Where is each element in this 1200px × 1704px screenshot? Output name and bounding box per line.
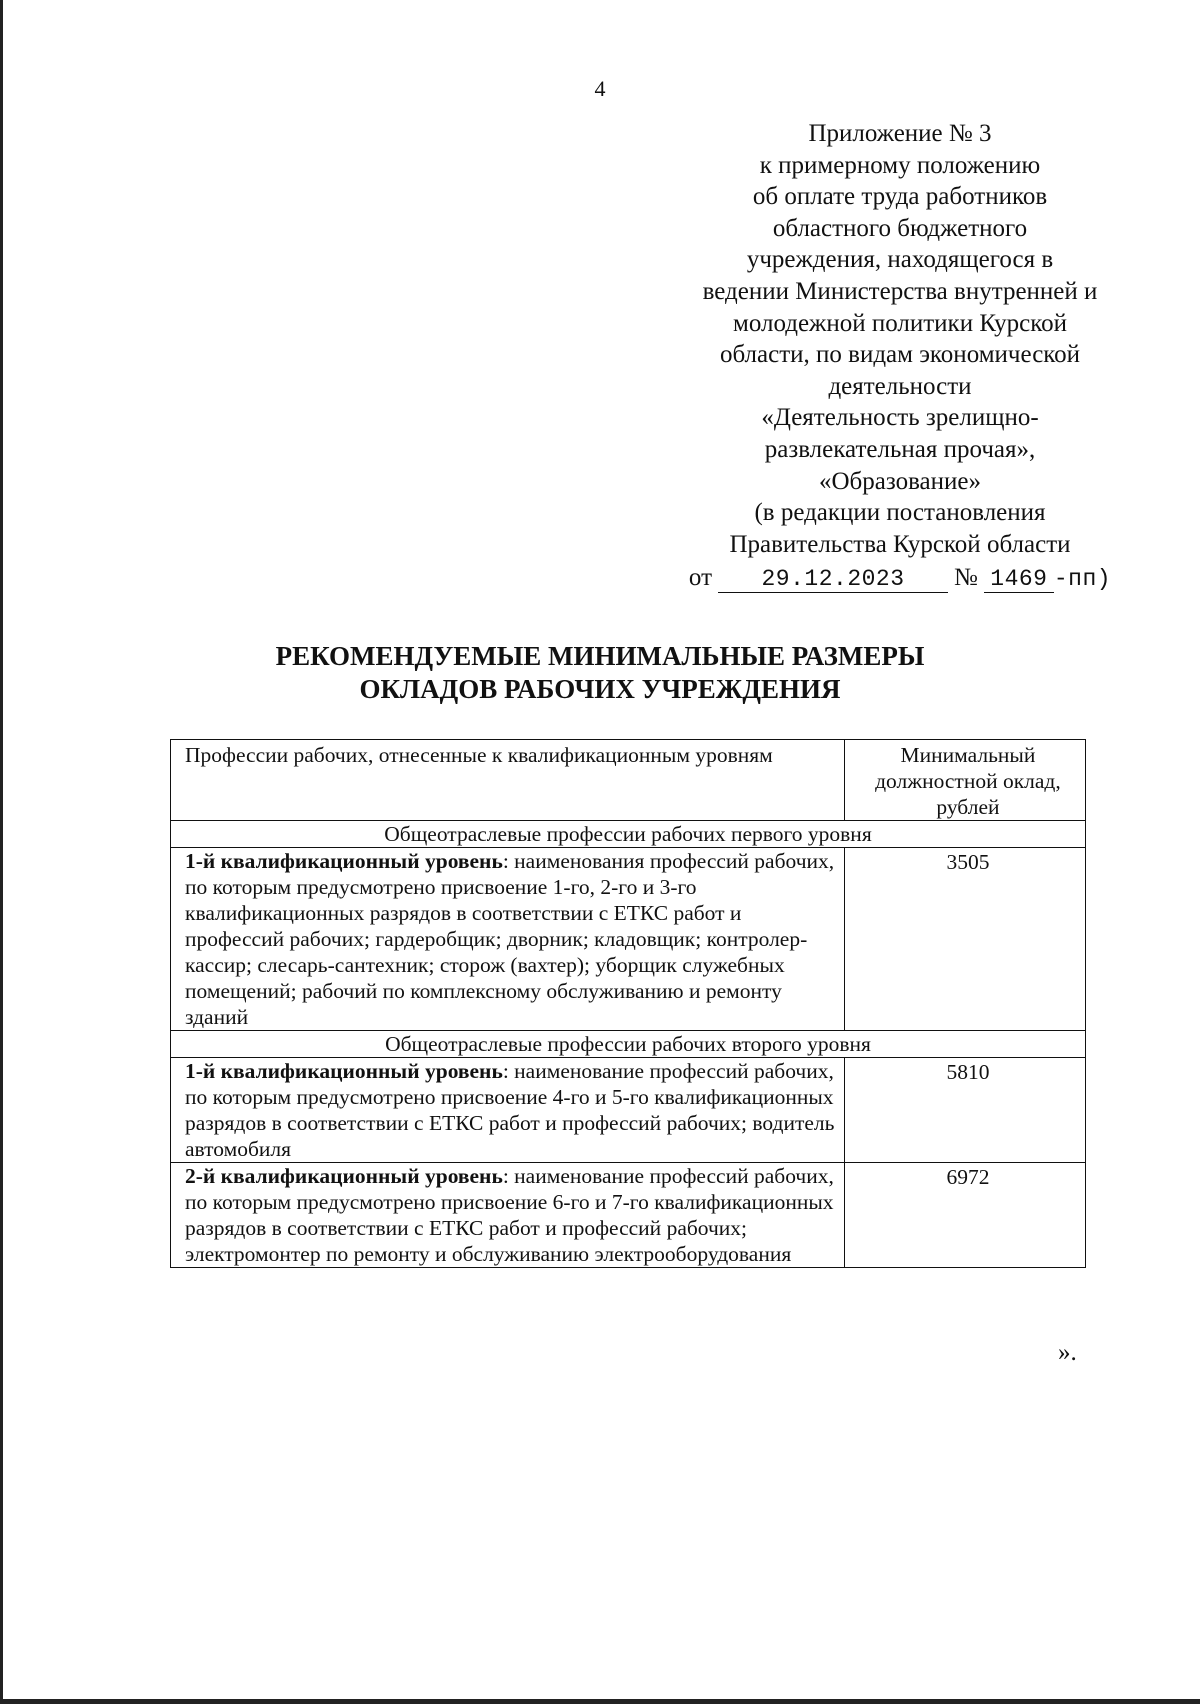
header-profession: Профессии рабочих, отнесенные к квалификационным уровням — [171, 740, 845, 821]
title-line-2: ОКЛАДОВ РАБОЧИХ УЧРЕЖДЕНИЯ — [359, 674, 841, 704]
table-row — [171, 1163, 1086, 1268]
appendix-line: развлекательная прочая», — [764, 435, 1036, 463]
resolution-date: 29.12.2023 — [718, 566, 948, 593]
document-title — [170, 640, 1030, 706]
appendix-line: деятельности — [828, 372, 972, 400]
resolution-number-suffix: -пп) — [1053, 566, 1112, 593]
salary-table — [170, 739, 1086, 1268]
profession-cell — [171, 848, 845, 1031]
profession-description: : наименования профессий рабочих, по которым предусмотрено присвоение 1-го, 2-го и 3-го квалификационных разрядов в соответствии с ЕТКС работ и профессий рабочих; гардеробщик; дворник; кладовщик; контролер-кассир; слесарь-сантехник; сторож (вахтер); уборщик служебных помещений; рабочий по комплексному обслуживанию и ремонту зданий — [185, 849, 835, 1029]
profession-cell — [171, 1163, 845, 1268]
scan-edge-left — [0, 0, 3, 1704]
appendix-header — [630, 118, 1170, 596]
page-number: 4 — [594, 76, 606, 101]
closing-quote-mark: ». — [1058, 1339, 1077, 1366]
group-row — [171, 1031, 1086, 1058]
number-prefix: № — [954, 564, 978, 592]
salary-value: 5810 — [844, 1058, 1085, 1163]
date-prefix: от — [688, 564, 713, 592]
header-salary: Минимальный должностной оклад, рублей — [844, 740, 1085, 821]
qualification-level: 1-й квалификационный уровень — [185, 849, 503, 873]
appendix-line: Приложение № 3 — [808, 120, 992, 147]
resolution-date-line — [630, 562, 1170, 596]
appendix-line: «Деятельность зрелищно- — [761, 404, 1039, 432]
appendix-line: (в редакции постановления — [754, 499, 1046, 527]
profession-description: : наименование профессий рабочих, по которым предусмотрено присвоение 6-го и 7-го квалификационных разрядов в соответствии с ЕТКС работ и профессий рабочих; электромонтер по ремонту и обслуживанию электрооборудования — [185, 1164, 834, 1266]
appendix-line: области, по видам экономической — [719, 341, 1081, 369]
profession-cell — [171, 1058, 845, 1163]
appendix-line: об оплате труда работников — [752, 183, 1048, 211]
appendix-line: Правительства Курской области — [729, 530, 1071, 558]
group-name: Общеотраслевые профессии рабочих первого уровня — [171, 821, 1086, 848]
salary-value: 6972 — [844, 1163, 1085, 1268]
appendix-line: областного бюджетного — [772, 214, 1028, 242]
resolution-number: 1469 — [984, 566, 1054, 593]
table-row — [171, 848, 1086, 1031]
group-name: Общеотраслевые профессии рабочих второго уровня — [171, 1031, 1086, 1058]
table-row — [171, 1058, 1086, 1163]
group-row — [171, 821, 1086, 848]
appendix-line: «Образование» — [818, 467, 982, 495]
table-header-row — [171, 740, 1086, 821]
salary-value: 3505 — [844, 848, 1085, 1031]
profession-description: : наименование профессий рабочих, по которым предусмотрено присвоение 4-го и 5-го квалификационных разрядов в соответствии с ЕТКС работ и профессий рабочих; водитель автомобиля — [185, 1059, 835, 1161]
scan-edge-bottom — [0, 1699, 1200, 1704]
appendix-line: молодежной политики Курской — [733, 309, 1067, 337]
title-line-1: РЕКОМЕНДУЕМЫЕ МИНИМАЛЬНЫЕ РАЗМЕРЫ — [275, 641, 925, 671]
appendix-line: к примерному положению — [759, 151, 1041, 179]
qualification-level: 2-й квалификационный уровень — [185, 1164, 503, 1188]
appendix-line: ведении Министерства внутренней и — [702, 277, 1098, 305]
qualification-level: 1-й квалификационный уровень — [185, 1059, 503, 1083]
appendix-line: учреждения, находящегося в — [746, 246, 1054, 274]
